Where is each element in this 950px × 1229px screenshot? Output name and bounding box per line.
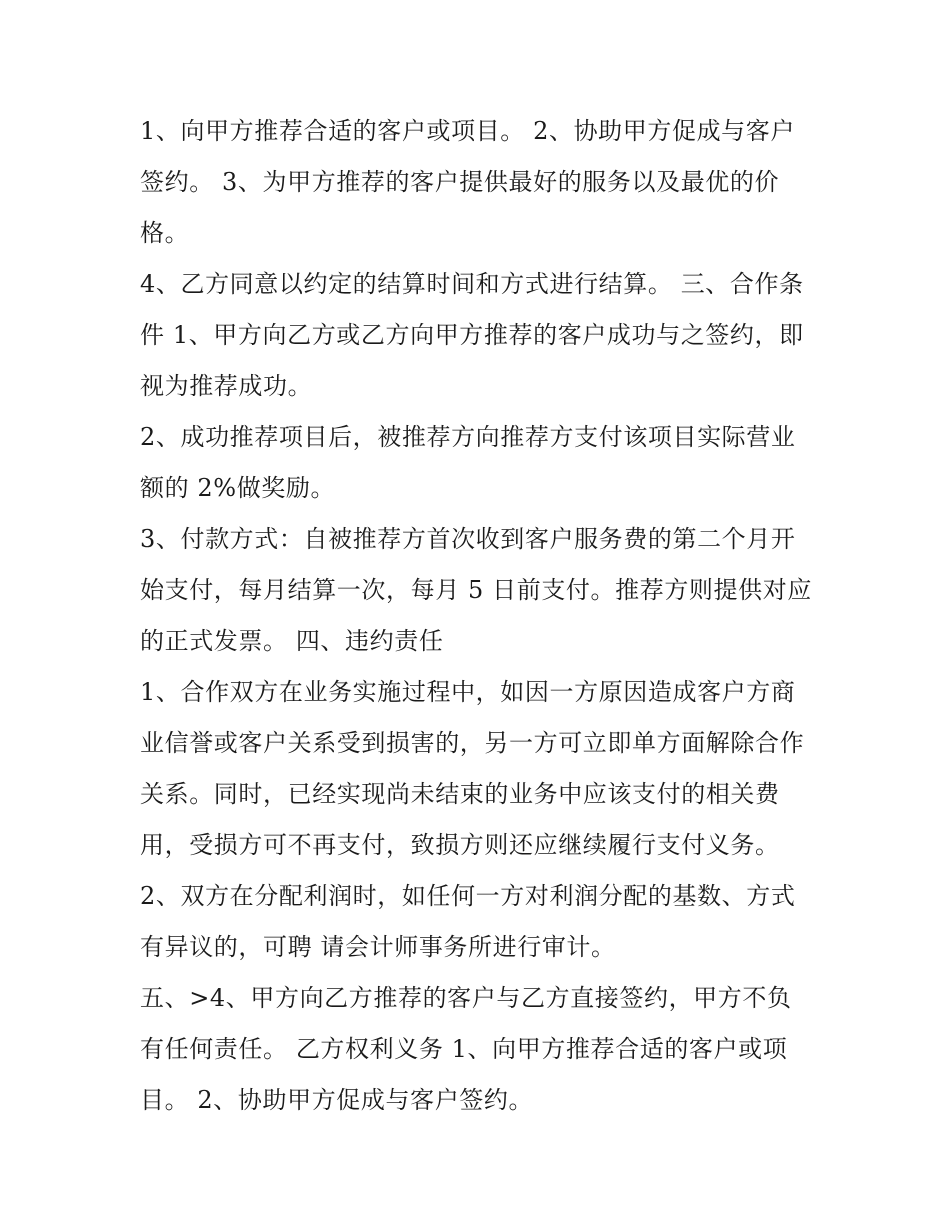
text-line: 始支付，每月结算一次，每月 5 日前支付。推荐方则提供对应 bbox=[140, 576, 812, 604]
text-line: 3、付款方式：自被推荐方首次收到客户服务费的第二个月开 bbox=[140, 525, 796, 553]
paragraph-2 bbox=[140, 259, 820, 412]
text-line: 关系。同时，已经实现尚未结束的业务中应该支付的相关费 bbox=[140, 780, 780, 808]
text-line: 件 1、甲方向乙方或乙方向甲方推荐的客户成功与之签约，即 bbox=[140, 321, 804, 349]
text-line: 有异议的，可聘 请会计师事务所进行审计。 bbox=[140, 933, 616, 961]
text-line: 的正式发票。 四、违约责任 bbox=[140, 627, 444, 655]
document-body bbox=[140, 106, 820, 1126]
paragraph-5 bbox=[140, 667, 820, 871]
paragraph-4 bbox=[140, 514, 820, 667]
text-line: 格。 bbox=[140, 219, 190, 247]
paragraph-1 bbox=[140, 106, 820, 259]
text-line: 业信誉或客户关系受到损害的，另一方可立即单方面解除合作 bbox=[140, 729, 805, 757]
text-line: 额的 2%做奖励。 bbox=[140, 474, 336, 502]
paragraph-6 bbox=[140, 871, 820, 973]
text-line: 2、成功推荐项目后，被推荐方向推荐方支付该项目实际营业 bbox=[140, 423, 796, 451]
text-line: 五、>4、甲方向乙方推荐的客户与乙方直接签约，甲方不负 bbox=[140, 984, 792, 1012]
text-line: 1、合作双方在业务实施过程中，如因一方原因造成客户方商 bbox=[140, 678, 796, 706]
text-line: 目。 2、协助甲方促成与客户签约。 bbox=[140, 1086, 534, 1114]
paragraph-7 bbox=[140, 973, 820, 1126]
paragraph-3 bbox=[140, 412, 820, 514]
text-line: 2、双方在分配利润时，如任何一方对利润分配的基数、方式 bbox=[140, 882, 796, 910]
text-line: 4、乙方同意以约定的结算时间和方式进行结算。 三、合作条 bbox=[140, 270, 804, 298]
text-line: 用，受损方可不再支付，致损方则还应继续履行支付义务。 bbox=[140, 831, 780, 859]
text-line: 视为推荐成功。 bbox=[140, 372, 313, 400]
text-line: 有任何责任。 乙方权利义务 1、向甲方推荐合适的客户或项 bbox=[140, 1035, 788, 1063]
text-line: 1、向甲方推荐合适的客户或项目。 2、协助甲方促成与客户 bbox=[140, 117, 795, 145]
text-line: 签约。 3、为甲方推荐的客户提供最好的服务以及最优的价 bbox=[140, 168, 780, 196]
